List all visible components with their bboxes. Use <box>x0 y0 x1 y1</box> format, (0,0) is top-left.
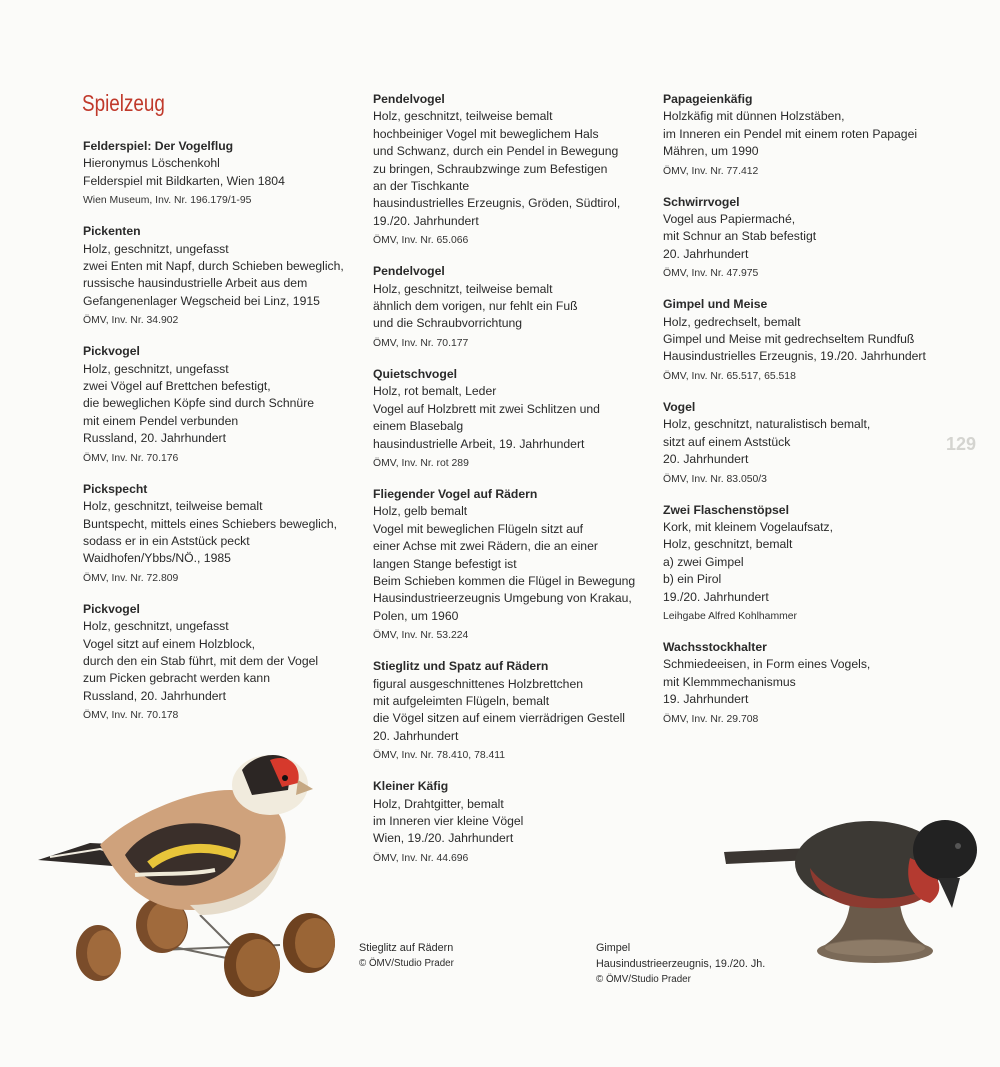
entry-line: sodass er in ein Aststück peckt <box>83 533 250 548</box>
entry-title: Papageienkäfig <box>663 92 753 106</box>
entry-line: Holzkäfig mit dünnen Holzstäben, <box>663 109 845 124</box>
entry-line: Holz, geschnitzt, teilweise bemalt <box>373 281 553 296</box>
entry-line: Holz, gelb bemalt <box>373 504 468 519</box>
entry-line: an der Tischkante <box>373 179 470 194</box>
entry-inventory-number: ÖMV, Inv. Nr. 83.050/3 <box>663 473 767 485</box>
catalog-entry <box>663 296 953 384</box>
entry-line: a) zwei Gimpel <box>663 554 744 569</box>
entry-line: Russland, 20. Jahrhundert <box>83 431 226 446</box>
entry-line: figural ausgeschnittenes Holzbrettchen <box>373 676 584 691</box>
entry-title: Vogel <box>663 399 696 414</box>
entry-line: 20. Jahrhundert <box>373 728 459 743</box>
entry-inventory-number: Leihgabe Alfred Kohlhammer <box>663 610 798 622</box>
catalog-entry <box>373 778 648 866</box>
caption-title: Gimpel <box>596 942 631 954</box>
entry-title: Pendelvogel <box>373 264 445 279</box>
entry-title: Fliegender Vogel auf Rädern <box>373 486 538 501</box>
entry-line: Vogel mit beweglichen Flügeln sitzt auf <box>373 521 584 536</box>
entry-line: Felderspiel mit Bildkarten, Wien 1804 <box>83 173 285 188</box>
entry-title: Gimpel und Meise <box>663 297 768 312</box>
entry-inventory-number: ÖMV, Inv. Nr. 34.902 <box>83 315 179 327</box>
entry-line: 19./20. Jahrhundert <box>373 213 479 228</box>
entry-line: 20. Jahrhundert <box>663 246 749 261</box>
entry-line: Gefangenenlager Wegscheid bei Linz, 1915 <box>83 293 320 308</box>
entry-title: Quietschvogel <box>373 366 457 381</box>
text-column-2 <box>373 91 648 881</box>
entry-inventory-number: ÖMV, Inv. Nr. 29.708 <box>663 713 759 725</box>
entry-title: Pendelvogel <box>373 92 445 106</box>
entry-line: im Inneren vier kleine Vögel <box>373 814 524 828</box>
entry-line: Polen, um 1960 <box>373 608 459 623</box>
entry-title: Wachsstockhalter <box>663 639 767 654</box>
catalog-entry <box>663 91 953 179</box>
entry-line: und die Schraubvorrichtung <box>373 316 523 331</box>
entry-line: Holz, rot bemalt, Leder <box>373 384 497 399</box>
entry-line: ähnlich dem vorigen, nur fehlt ein Fuß <box>373 299 578 314</box>
entry-line: 19. Jahrhundert <box>663 692 749 707</box>
catalog-entry <box>663 194 953 282</box>
entry-line: die beweglichen Köpfe sind durch Schnüre <box>83 396 315 411</box>
entry-line: Buntspecht, mittels eines Schiebers beweglich, <box>83 516 338 531</box>
catalog-entry <box>373 91 648 248</box>
entry-inventory-number: Wien Museum, Inv. Nr. 196.179/1-95 <box>83 195 252 207</box>
entry-title: Kleiner Käfig <box>373 779 449 794</box>
caption-line: Hausindustrieerzeugnis, 19./20. Jh. <box>596 958 766 970</box>
catalog-entry <box>83 138 358 208</box>
entry-line: Waidhofen/Ybbs/NÖ., 1985 <box>83 551 231 566</box>
text-column-3 <box>663 91 953 742</box>
entry-inventory-number: ÖMV, Inv. Nr. 65.066 <box>373 235 469 247</box>
entry-inventory-number: ÖMV, Inv. Nr. rot 289 <box>373 457 469 469</box>
entry-line: langen Stange befestigt ist <box>373 556 517 571</box>
entry-line: einer Achse mit zwei Rädern, die an einer <box>373 539 598 554</box>
catalog-entry <box>663 399 953 487</box>
catalog-entry <box>663 502 953 624</box>
entry-inventory-number: ÖMV, Inv. Nr. 70.178 <box>83 710 179 722</box>
entry-line: Holz, Drahtgitter, bemalt <box>373 796 504 811</box>
entry-inventory-number: ÖMV, Inv. Nr. 70.177 <box>373 337 469 349</box>
entry-line: Vogel auf Holzbrett mit zwei Schlitzen und <box>373 401 600 416</box>
entry-line: Holz, geschnitzt, naturalistisch bemalt, <box>663 417 871 432</box>
entry-line: Wien, 19./20. Jahrhundert <box>373 831 514 846</box>
entry-inventory-number: ÖMV, Inv. Nr. 72.809 <box>83 572 179 584</box>
entry-line: russische hausindustrielle Arbeit aus dem <box>83 276 308 291</box>
entry-title: Pickenten <box>83 224 141 239</box>
catalog-entry <box>373 263 648 351</box>
entry-line: zu bringen, Schraubzwinge zum Befestigen <box>373 161 608 176</box>
entry-line: Holz, geschnitzt, ungefasst <box>83 241 229 256</box>
entry-line: zwei Vögel auf Brettchen befestigt, <box>83 379 271 394</box>
caption-credit: © ÖMV/Studio Prader <box>596 974 691 985</box>
entry-line: mit Schnur an Stab befestigt <box>663 229 817 244</box>
entry-line: Kork, mit kleinem Vogelaufsatz, <box>663 519 834 534</box>
entry-line: 20. Jahrhundert <box>663 452 749 467</box>
section-heading: Spielzeug <box>82 90 165 116</box>
entry-line: im Inneren ein Pendel mit einem roten Papagei <box>663 126 918 141</box>
entry-line: hochbeiniger Vogel mit beweglichem Hals <box>373 126 599 141</box>
entry-line: Hausindustrielles Erzeugnis, 19./20. Jahrhundert <box>663 349 926 364</box>
entry-line: Schmiedeeisen, in Form eines Vogels, <box>663 657 871 672</box>
entry-inventory-number: ÖMV, Inv. Nr. 70.176 <box>83 452 179 464</box>
entry-title: Stieglitz und Spatz auf Rädern <box>373 659 549 674</box>
entry-line: Hausindustrieerzeugnis Umgebung von Krakau, <box>373 591 632 606</box>
entry-line: durch den ein Stab führt, mit dem der Vogel <box>83 653 319 668</box>
entry-line: Holz, gedrechselt, bemalt <box>663 314 801 329</box>
entry-line: hausindustrielles Erzeugnis, Gröden, Südtirol, <box>373 196 621 211</box>
photo-caption-bullfinch <box>596 940 765 988</box>
entry-line: 19./20. Jahrhundert <box>663 589 769 604</box>
entry-inventory-number: ÖMV, Inv. Nr. 53.224 <box>373 630 469 642</box>
entry-line: Holz, geschnitzt, bemalt <box>663 537 793 552</box>
entry-line: mit aufgeleimten Flügeln, bemalt <box>373 693 550 708</box>
entry-title: Felderspiel: Der Vogelflug <box>83 139 234 153</box>
entry-line: die Vögel sitzen auf einem vierrädrigen Gestell <box>373 711 626 726</box>
entry-inventory-number: ÖMV, Inv. Nr. 47.975 <box>663 268 759 280</box>
catalog-entry <box>83 481 358 586</box>
entry-line: mit einem Pendel verbunden <box>83 413 239 428</box>
entry-line: Beim Schieben kommen die Flügel in Bewegung <box>373 573 636 588</box>
caption-title: Stieglitz auf Rädern <box>359 942 454 954</box>
entry-title: Pickspecht <box>83 481 148 496</box>
caption-credit: © ÖMV/Studio Prader <box>359 958 454 969</box>
catalog-entry <box>83 223 358 328</box>
entry-line: Vogel aus Papiermaché, <box>663 212 796 227</box>
entry-inventory-number: ÖMV, Inv. Nr. 77.412 <box>663 165 759 177</box>
entry-line: Holz, geschnitzt, ungefasst <box>83 361 229 376</box>
entry-inventory-number: ÖMV, Inv. Nr. 78.410, 78.411 <box>373 750 506 762</box>
entry-line: zum Picken gebracht werden kann <box>83 671 270 686</box>
entry-line: Vogel sitzt auf einem Holzblock, <box>83 636 256 651</box>
photo-caption-goldfinch <box>359 940 454 972</box>
entry-line: Gimpel und Meise mit gedrechseltem Rundfuß <box>663 332 915 347</box>
entry-line: Russland, 20. Jahrhundert <box>83 688 226 703</box>
entry-line: zwei Enten mit Napf, durch Schieben beweglich, <box>83 259 344 274</box>
entry-title: Schwirrvogel <box>663 194 740 209</box>
entry-inventory-number: ÖMV, Inv. Nr. 44.696 <box>373 852 469 864</box>
catalog-entry <box>373 366 648 471</box>
entry-line: Mähren, um 1990 <box>663 144 759 159</box>
goldfinch-on-wheels-image <box>30 745 350 1005</box>
page-number: 129 <box>946 434 977 454</box>
entry-line: Holz, geschnitzt, teilweise bemalt <box>83 499 263 514</box>
catalog-entry <box>373 658 648 763</box>
catalog-entry <box>373 486 648 643</box>
entry-line: Holz, geschnitzt, teilweise bemalt <box>373 109 553 124</box>
entry-title: Pickvogel <box>83 344 140 359</box>
entry-line: einem Blasebalg <box>373 419 464 434</box>
entry-title: Pickvogel <box>83 601 140 616</box>
entry-line: hausindustrielle Arbeit, 19. Jahrhundert <box>373 436 585 451</box>
entry-line: b) ein Pirol <box>663 572 722 587</box>
entry-line: Hieronymus Löschenkohl <box>83 156 220 171</box>
catalog-entry <box>83 601 358 723</box>
catalog-entry <box>83 343 358 465</box>
entry-inventory-number: ÖMV, Inv. Nr. 65.517, 65.518 <box>663 370 796 382</box>
entry-line: mit Klemmmechanismus <box>663 674 796 689</box>
text-column-1 <box>83 138 358 738</box>
entry-title: Zwei Flaschenstöpsel <box>663 502 789 517</box>
entry-line: sitzt auf einem Aststück <box>663 434 791 449</box>
entry-line: Holz, geschnitzt, ungefasst <box>83 619 229 634</box>
catalog-entry <box>663 639 953 727</box>
entry-line: und Schwanz, durch ein Pendel in Bewegung <box>373 144 619 159</box>
